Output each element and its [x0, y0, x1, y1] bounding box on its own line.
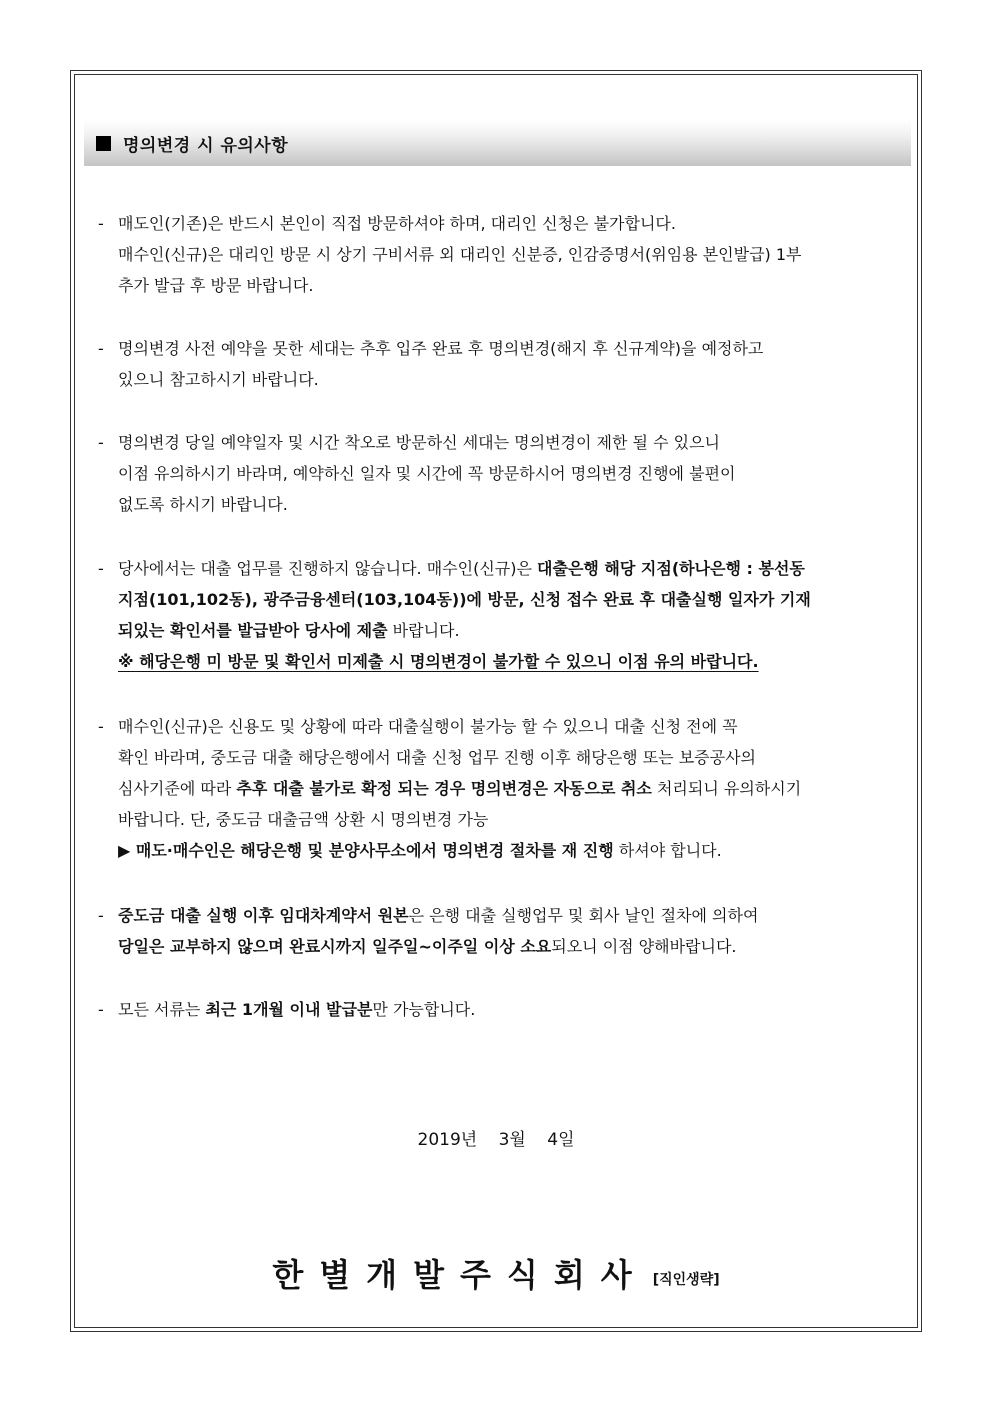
notice-text: 매수인(신규)은 대리인 방문 시 상기 구비서류 외 대리인 신분증, 인감증명서(위임용 본인발급) 1부 — [118, 245, 802, 264]
notice-text: 확인 바라며, 중도금 대출 해당은행에서 대출 신청 업무 진행 이후 해당은행 또는 보증공사의 — [118, 748, 756, 767]
notice-bold-text: 대출은행 해당 지점(하나은행 : 봉선동 — [537, 559, 805, 578]
notice-text: 은 은행 대출 실행업무 및 회사 날인 절차에 의하여 — [408, 906, 759, 925]
notice-bold-text: 당일은 교부하지 않으며 완료시까지 일주일~이주일 이상 소요 — [118, 937, 552, 956]
notice-item-1 — [98, 208, 878, 301]
dash: - — [98, 339, 104, 358]
notice-text: 되오니 이점 양해바랍니다. — [551, 937, 737, 956]
dash: - — [98, 717, 104, 736]
notice-text: 바랍니다. 단, 중도금 대출금액 상환 시 명의변경 가능 — [118, 810, 489, 829]
notice-item-7 — [98, 994, 878, 1025]
dash: - — [98, 906, 104, 925]
date-day: 4일 — [547, 1130, 575, 1150]
notice-text: 매도인(기존)은 반드시 본인이 직접 방문하셔야 하며, 대리인 신청은 불가합니다. — [118, 214, 676, 233]
notice-text: 처리되니 유의하시기 — [651, 779, 802, 798]
notice-text: 매수인(신규)은 신용도 및 상황에 따라 대출실행이 불가능 할 수 있으니 대출 신청 전에 꼭 — [118, 717, 738, 736]
notice-bold-text: 지점(101,102동), 광주금융센터(103,104동))에 방문, 신청 접수 완료 후 대출실행 일자가 기재 — [118, 590, 811, 609]
section-header — [84, 120, 911, 166]
notice-item-2 — [98, 333, 878, 395]
notice-item-3 — [98, 427, 878, 520]
notice-text: 없도록 하시기 바랍니다. — [118, 495, 288, 514]
dash: - — [98, 1000, 104, 1019]
warning-underlined-text: ※ 해당은행 미 방문 및 확인서 미제출 시 명의변경이 불가할 수 있으니 이점 유의 바랍니다. — [118, 652, 759, 671]
notice-text: 모든 서류는 — [118, 1000, 206, 1019]
notice-text: 있으니 참고하시기 바랍니다. — [118, 370, 319, 389]
notice-text: 바랍니다. — [387, 621, 460, 640]
notice-bold-text: 되있는 확인서를 발급받아 당사에 제출 — [118, 621, 388, 640]
notice-text: 당사에서는 대출 업무를 진행하지 않습니다. 매수인(신규)은 — [118, 559, 538, 578]
notice-text: 명의변경 사전 예약을 못한 세대는 추후 입주 완료 후 명의변경(해지 후 신규계약)을 예정하고 — [118, 339, 764, 358]
notice-item-6 — [98, 900, 878, 962]
notice-text: 추가 발급 후 방문 바랍니다. — [118, 276, 314, 295]
notice-item-4 — [98, 553, 878, 677]
dash: - — [98, 559, 104, 578]
notice-text: 심사기준에 따라 — [118, 779, 237, 798]
company-name: 한별개발주식회사 — [272, 1256, 648, 1294]
notice-text: 만 가능합니다. — [372, 1000, 476, 1019]
notice-bold-text: 중도금 대출 실행 이후 임대차계약서 원본 — [118, 906, 409, 925]
notice-text: 이점 유의하시기 바라며, 예약하신 일자 및 시간에 꼭 방문하시어 명의변경 진행에 불편이 — [118, 464, 736, 483]
date-month: 3월 — [498, 1130, 526, 1150]
notice-bold-text: ▶ 매도·매수인은 해당은행 및 분양사무소에서 명의변경 절차를 재 진행 — [118, 841, 614, 860]
notice-bold-text: 최근 1개월 이내 발급분 — [205, 1000, 373, 1019]
dash: - — [98, 214, 104, 233]
seal-omitted-note: [직인생략] — [652, 1272, 720, 1288]
notice-bold-text: 추후 대출 불가로 확정 되는 경우 명의변경은 자동으로 취소 — [236, 779, 652, 798]
section-title: 명의변경 시 유의사항 — [123, 135, 289, 156]
date-year: 2019년 — [417, 1130, 478, 1150]
notice-item-5 — [98, 711, 878, 866]
document-date — [0, 1125, 992, 1150]
notice-text: 하셔야 합니다. — [613, 841, 722, 860]
dash: - — [98, 433, 104, 452]
company-signature — [0, 1250, 992, 1296]
square-bullet-icon — [96, 136, 111, 151]
notice-text: 명의변경 당일 예약일자 및 시간 착오로 방문하신 세대는 명의변경이 제한 될 수 있으니 — [118, 433, 720, 452]
